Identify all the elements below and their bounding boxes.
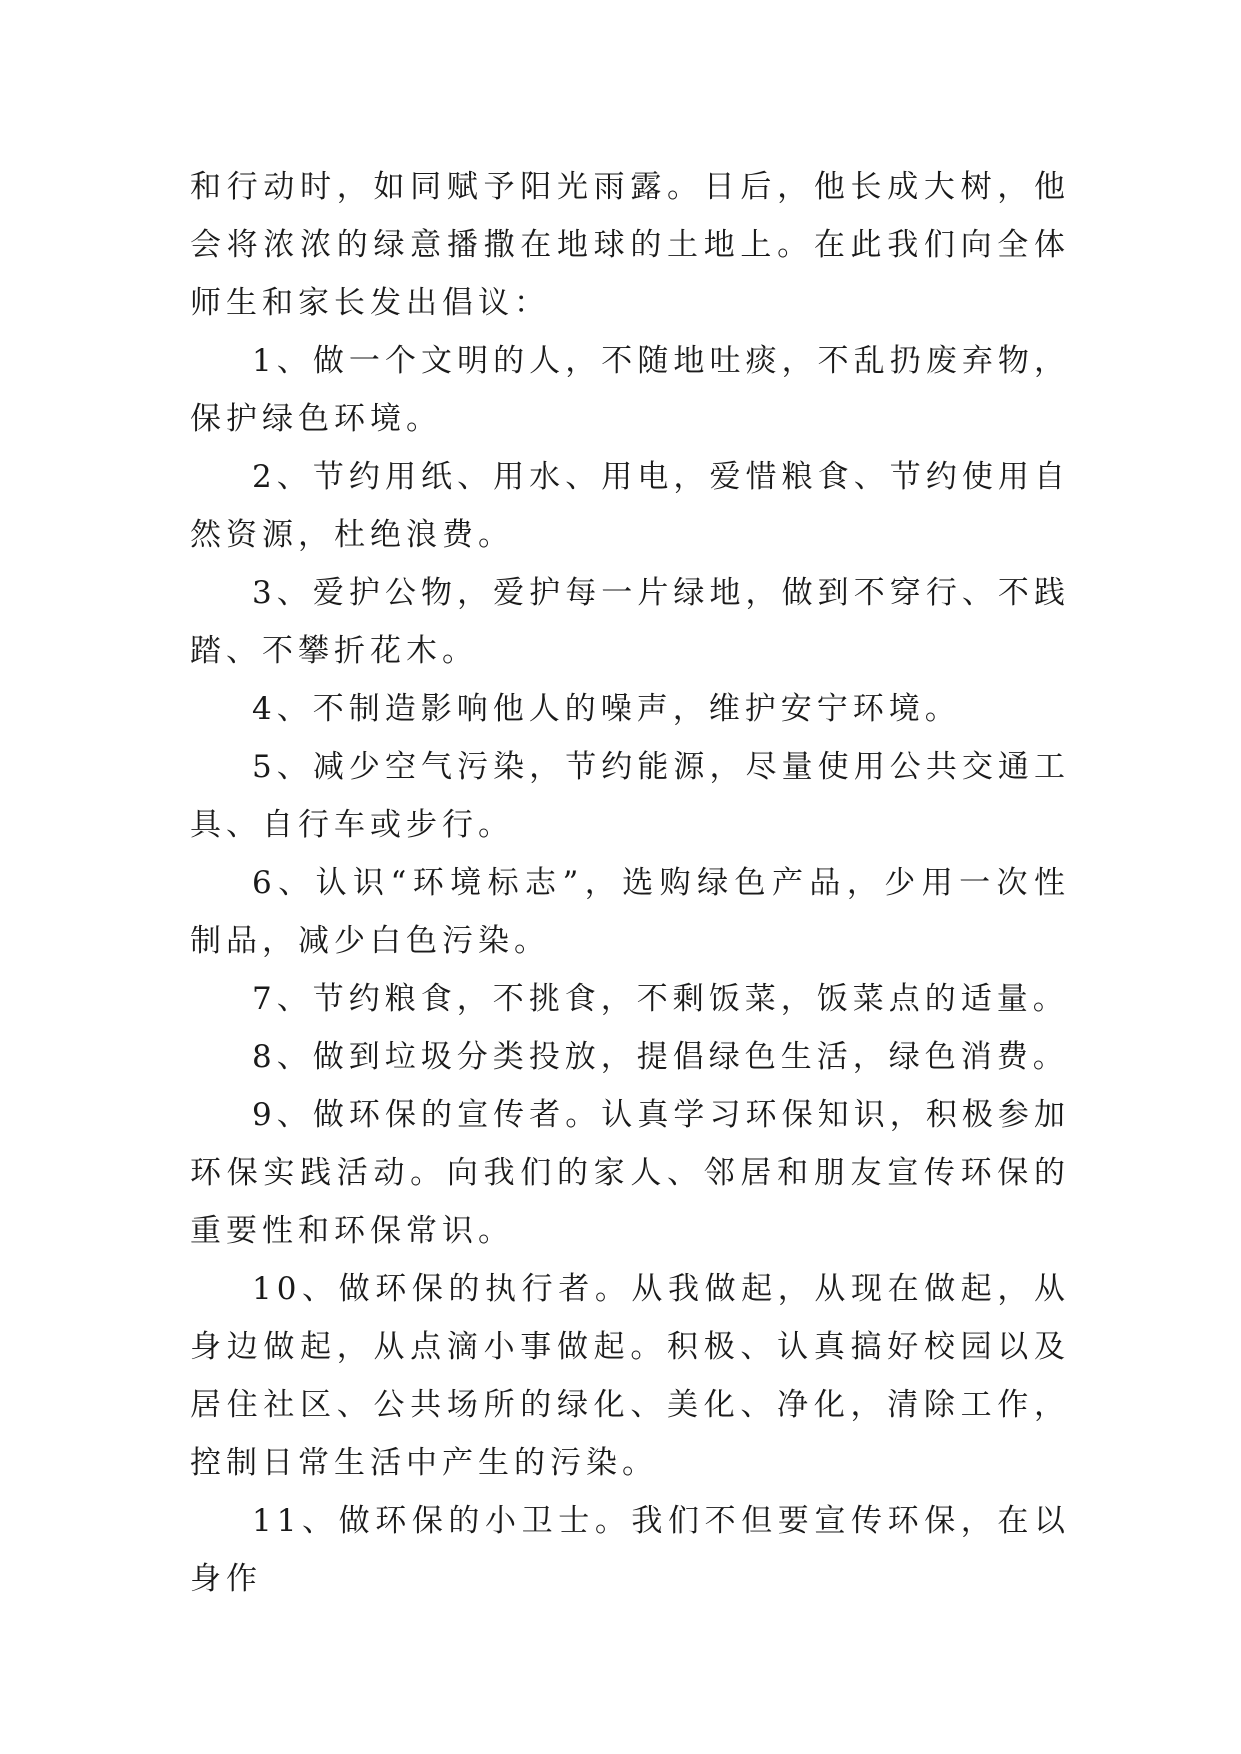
paragraph-item-5: 5、减少空气污染，节约能源，尽量使用公共交通工具、自行车或步行。 bbox=[190, 749, 1070, 843]
paragraph-item-3: 3、爱护公物，爱护每一片绿地，做到不穿行、不践踏、不攀折花木。 bbox=[190, 575, 1070, 669]
document-body bbox=[190, 158, 1070, 1608]
paragraph-item-7: 7、节约粮食，不挑食，不剩饭菜，饭菜点的适量。 bbox=[252, 981, 1069, 1017]
paragraph-item-1: 1、做一个文明的人，不随地吐痰，不乱扔废弃物，保护绿色环境。 bbox=[190, 343, 1070, 437]
paragraph-item-6: 6、认识“环境标志”，选购绿色产品，少用一次性制品，减少白色污染。 bbox=[190, 865, 1070, 959]
paragraph-item-8: 8、做到垃圾分类投放，提倡绿色生活，绿色消费。 bbox=[252, 1039, 1069, 1075]
paragraph-item-10: 10、做环保的执行者。从我做起，从现在做起，从身边做起，从点滴小事做起。积极、认真搞好校园以及居住社区、公共场所的绿化、美化、净化，清除工作，控制日常生活中产生的污染。 bbox=[190, 1271, 1070, 1481]
paragraph-item-11: 11、做环保的小卫士。我们不但要宣传环保，在以身作 bbox=[190, 1503, 1070, 1597]
paragraph-intro: 和行动时，如同赋予阳光雨露。日后，他长成大树，他会将浓浓的绿意播撒在地球的土地上。在此我们向全体师生和家长发出倡议： bbox=[190, 169, 1070, 321]
paragraph-item-4: 4、不制造影响他人的噪声，维护安宁环境。 bbox=[252, 691, 961, 727]
paragraph-item-2: 2、节约用纸、用水、用电，爱惜粮食、节约使用自然资源，杜绝浪费。 bbox=[190, 459, 1070, 553]
paragraph-item-9: 9、做环保的宣传者。认真学习环保知识，积极参加环保实践活动。向我们的家人、邻居和朋友宣传环保的重要性和环保常识。 bbox=[190, 1097, 1070, 1249]
